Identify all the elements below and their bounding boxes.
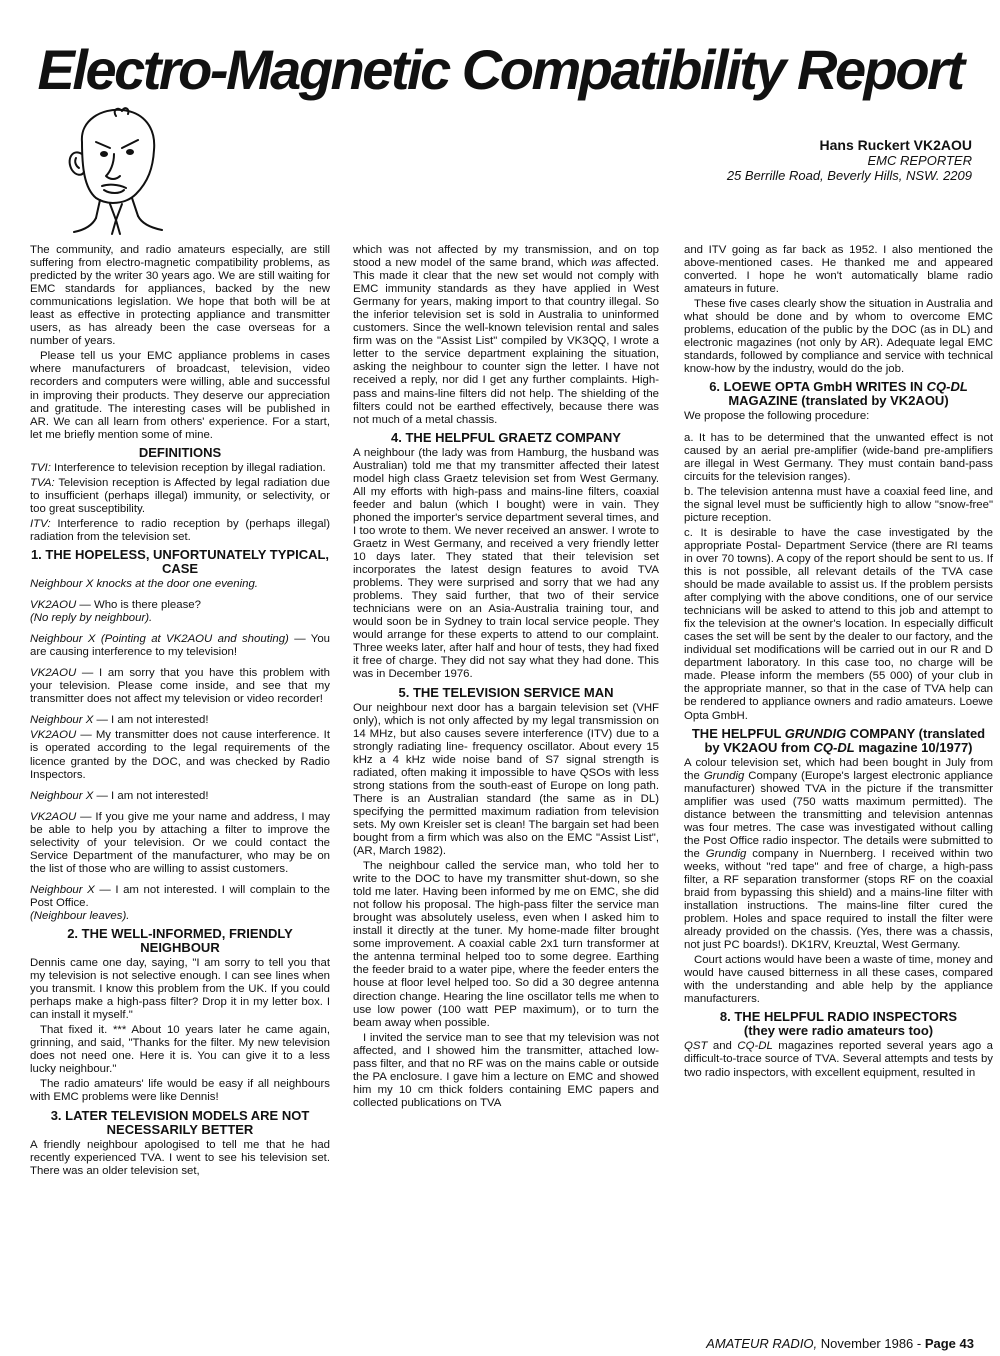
speaker: VK2AOU	[30, 667, 77, 680]
definition-itv	[30, 518, 330, 544]
speech: — I am not interested!	[93, 714, 209, 727]
section-5-paragraph: Our neighbour next door has a bargain television set (VHF only), which is not only affected by my legal transmission on 14 MHz, but also causes severe interference (ITV) due to a strongly radiating line- frequency oscillator. About every 15 kHz a 4 kHz wide noise band of S7 signal strength is radiated, often making it impossible to have QSOs with less strong stations from the south-east of Europe on long path. There is an Australian standard (the same as in DL) specifying the permitted maximum radiation from television sets. My own Kreisler set is clean! The bargain set had been bought from a firm which was also on the EMC "Assist List", (AR, March 1982).	[353, 701, 659, 858]
heading-run-italic: CQ-DL	[926, 379, 968, 395]
section-6-item-a: a. It has to be determined that the unwanted effect is not caused by an aerial pre-amplifier (wide-band pre-amplifiers are illegal in West Germany. They must contain band-pass circuits for the television ranges).	[684, 431, 993, 483]
text-run: A colour television set, which had been bought in July from the	[684, 756, 993, 782]
speaker: Neighbour X	[30, 883, 95, 896]
definition-term: TVA:	[30, 476, 55, 489]
section-5-heading: 5. THE TELEVISION SERVICE MAN	[398, 684, 614, 700]
definition-term: ITV:	[30, 517, 51, 530]
heading-run: (they were radio amateurs too)	[743, 1023, 934, 1039]
text-run: affected. This made it clear that the new set would not comply with EMC immunity standards as they have applied in West Germany for years, making import to that country illegal. So the inferior television set is sold in Australia to uninformed customers. Since the well-known television rental and sales firm was on the "Assist List" compiled by VK3QQ, I wrote a letter to the service department explaining the situation, asking the neighbour to counter sign the letter. I have not received a reply, nor did I get any further complaints. High-pass and mains-line filters did not help. The shielding of the filters could not be earthed effectively, because there was not much of a metal chassis.	[353, 257, 659, 426]
text-run-italic: QST	[684, 1040, 708, 1053]
speaker: Neighbour X	[30, 714, 94, 727]
section-3-heading: 3. LATER TELEVISION MODELS ARE NOT NECESSARILY BETTER	[50, 1107, 310, 1137]
section-2-paragraph: Dennis came one day, saying, "I am sorry to tell you that my television is not selective enough. I can see lines when you transmit. I know this problem from the UK. If you could perhaps make a high-pass filter? Drop it in my letter box. I can install it myself."	[30, 957, 330, 1022]
dialogue-line	[30, 667, 330, 706]
speaker: Neighbour X (Pointing at VK2AOU and shouting)	[30, 633, 289, 646]
author-name: Hans Ruckert VK2AOU	[819, 137, 972, 153]
footer-page-number: Page 43	[924, 1336, 974, 1351]
author-address: 25 Berrille Road, Beverly Hills, NSW. 2209	[726, 168, 972, 183]
section-3-paragraph: A friendly neighbour apologised to tell me that he had recently experienced TVA. I went to see his television set. There was an older television set,	[30, 1138, 330, 1177]
heading-run: magazine 10/1977)	[854, 739, 973, 755]
dialogue-line	[30, 599, 330, 625]
section-2-paragraph: That fixed it. *** About 10 years later he came again, grinning, and said, "Thanks for the filter. My new television does not need one. Here it is. You can give it to a less lucky neighbour."	[30, 1024, 330, 1076]
text-run: which was not affected by my transmission, and on top stood a new model of the same brand, which	[353, 244, 659, 270]
dialogue-line	[30, 811, 330, 876]
definition-tvi	[30, 462, 330, 475]
section-5-paragraph: I invited the service man to see that my television was not affected, and I showed him the transmitter, attached low-pass filter, and that no RF was on the mains cable or outside the PA enclosure. I gave him a lecture on EMC and showed him my 10 cm thick folders containing EMC papers and collected publications on TVA	[353, 1031, 659, 1109]
speech: — If you give me your name and address, I may be able to help you by attaching a filter to improve the selectivity of your television. Or we could contact the Service Department of the manufacturer, who may be on the list of those who are willing to assist customers.	[30, 810, 330, 875]
section-8-paragraph	[684, 1040, 993, 1079]
text-run-italic: Grundig	[703, 769, 745, 782]
stage-note: (No reply by neighbour).	[30, 612, 153, 625]
page-footer	[706, 1336, 974, 1351]
heading-run: MAGAZINE (translated by VK2AOU)	[728, 393, 949, 409]
text-run-italic: was	[591, 257, 612, 270]
text-run: Company (Europe's largest electronic appliance manufacturer) showed TVA in the picture if the transmitter amplifier was used (750 watts maximum permitted). The distance between the transmitting and television antennas was four metres. The case was investigated without calling the Post Office radio inspector. The details were submitted to the	[684, 769, 994, 860]
dialogue-line	[30, 790, 330, 803]
section-2-heading: 2. THE WELL-INFORMED, FRIENDLY NEIGHBOUR	[67, 926, 293, 956]
reporter-caricature-image	[52, 102, 172, 237]
definition-term: TVI:	[30, 461, 51, 474]
heading-run: 8. THE HELPFUL RADIO INSPECTORS	[719, 1009, 958, 1025]
dialogue-line: Neighbour X knocks at the door one evening.	[30, 577, 258, 590]
section-5-paragraph: These five cases clearly show the situation in Australia and what should be done and by whom to overcome EMC problems, education of the public by the DOC (as in DL) and electronic magazines (not only by AR). Adequate legal EMC standards, followed by compliance and service with technical know-how by the industry, would do the job.	[684, 298, 993, 376]
definition-text: Television reception is Affected by legal radiation due to insufficient (perhaps illegal) immunity, or selectivity, or too great susceptibility.	[30, 476, 330, 515]
article-title: Electro-Magnetic Compatibility Report	[37, 38, 963, 101]
section-7-paragraph: Court actions would have been a waste of time, money and would have caused bitterness in all these cases, compared with the understanding and able help by the appliance manufacturers.	[684, 954, 993, 1006]
speaker: Neighbour X	[30, 789, 94, 802]
section-7-paragraph	[684, 757, 993, 953]
definition-text: Interference to radio reception by (perhaps illegal) radiation from the television set.	[30, 517, 330, 543]
intro-paragraph-2: Please tell us your EMC appliance problems in cases where manufacturers of broadcast, television, video recorders and computers were willing, able and successful in improving their products. They deserve our appreciation and gratitude. The interesting cases will be published in AR. We can all learn from others' experience. For a start, let me briefly mention some of mine.	[30, 350, 330, 441]
section-6-paragraph: We propose the following procedure:	[684, 410, 870, 423]
speaker: VK2AOU	[30, 599, 77, 612]
text-run-italic: Grundig	[705, 847, 747, 860]
section-6-heading	[684, 380, 993, 408]
section-1-heading: 1. THE HOPELESS, UNFORTUNATELY TYPICAL, CASE	[30, 546, 330, 576]
speaker: VK2AOU	[30, 810, 77, 823]
intro-paragraph-1: The community, and radio amateurs especially, are still suffering from electro-magnetic compatibility problems, as predicted by the writer 30 years ago. We are still waiting for EMC standards for appliances, backed by the new communications legislation. We hope that both will be at least as effective in protecting appliance and transmitter users, as has already been the case overseas for a number of years.	[30, 244, 330, 348]
speech: — I am not interested!	[93, 789, 209, 802]
text-run-italic: CQ-DL	[737, 1040, 773, 1053]
byline	[727, 138, 972, 183]
text-run: and	[707, 1040, 738, 1053]
section-4-paragraph: A neighbour (the lady was from Hamburg, the husband was Australian) told me that my transmitter affected their latest model high class Graetz television set from West Germany. All my efforts with high-pass and mains-line filters, coaxial feeder and balun (which I bought) were in vain. They phoned the importer's service department several times, and I too wrote to them. We never received an answer. I wrote to Graetz in West Germany, and received a very friendly letter 10 days later. They stated that their television set incorporates the latest design features to avoid TVA problems. They were surprised and sorry that we had any problems. They said further, that two of their service technicians were on an Asia-Australia training tour, and would soon be in Sydney to train local service people. They would arrange for these experts to attend to our complaint. Three weeks later, after half and hour of tests, they had fixed it free of charge. They did not say what they had done. This was in December 1976.	[353, 446, 659, 681]
definition-text: Interference to television reception by illegal radiation.	[50, 461, 326, 474]
speech: — My transmitter does not cause interference. It is operated according to the legal requirements of the licence granted by the DOC, and was checked by Radio Inspectors.	[30, 729, 330, 781]
column-1	[30, 244, 330, 1180]
footer-date: November 1986 -	[817, 1336, 925, 1351]
heading-run-italic: GRUNDIG	[784, 725, 847, 741]
section-5-paragraph: and ITV going as far back as 1952. I also mentioned the above-mentioned cases. He thanked me and appeared converted. I hope he won't automatically blame radio amateurs in future.	[684, 244, 993, 296]
heading-run: COMPANY (translated by VK2AOU from	[704, 725, 986, 755]
dialogue-line	[30, 729, 330, 781]
section-7-heading	[684, 727, 993, 755]
speech: — I am sorry that you have this problem with your television. Please come inside, and see that my transmitter does not affect my television or video recorder!	[30, 667, 330, 706]
section-6-item-c: c. It is desirable to have the case investigated by the appropriate Postal- Department Service (there are RI teams in over 70 towns). A copy of the report should be sent to us. If this is not possible, all relevant details of the TVA case should be made available to assist us. If the problem persists after complying with the above conditions, one of our service technicians will be asked to attend to this job and attempt to fix the television at the owner's location. In especially difficult cases the set will be sent by the dealer to our factory, and the individual set modifications will be carried out in our R and D department laboratory. In this case too, no charge will be made. Please inform the members (55 000) of your club in the appropriate manner, so that in the case of TVA help can be rendered to appliance owners and radio amateurs. Loewe Opta GmbH.	[684, 526, 993, 722]
heading-run: 6. LOEWE OPTA GmbH WRITES IN	[709, 379, 927, 395]
dialogue-line	[30, 714, 330, 727]
heading-run-italic: CQ-DL	[813, 739, 855, 755]
speech: — Who is there please?	[76, 599, 201, 612]
column-3	[684, 244, 993, 1082]
definitions-heading: DEFINITIONS	[138, 444, 222, 460]
footer-magazine: AMATEUR RADIO,	[706, 1336, 818, 1351]
dialogue-line	[30, 633, 330, 659]
speaker: VK2AOU	[30, 729, 77, 742]
stage-note: (Neighbour leaves).	[30, 909, 130, 922]
section-5-paragraph: The neighbour called the service man, who told her to write to the DOC to have my transmitter shut-down, so she told me later. Having been informed by me on EMC, she did not follow his proposal. The high-pass filter the service man brought was absolutely useless, even when I asked him to install it directly at the tuner. My home-made filter brought some improvement. A coaxial cable 2x1 turn transformer at the antenna terminal helped too to some degree. Earthing the feeder braid to a water pipe, where the feeder enters the house at floor level helped too. So did a 30 degree antenna direction change. Hearing the line oscillator tells me when to use low power (100 watt PEP maximum), or to turn the beam away when possible.	[353, 860, 659, 1029]
speech: — You are causing interference to my television!	[30, 633, 330, 659]
text-run: company in Nuernberg. I received within two weeks, without "red tape" and free of charge, a high-pass filter, a RF separation transformer (stops RF on the coaxial braid from bypassing this shield) and a mains-line filter with installation instructions. The mains-line filter cured the problem. Holes and space required to install the filter were already provided on the chassis. (Yes, there was a chassis, not just PC boards!). DK1RV, Kreuztal, West Germany.	[684, 847, 994, 952]
section-4-heading: 4. THE HELPFUL GRAETZ COMPANY	[391, 429, 621, 445]
speech: — I am not interested. I will complain to the Post Office.	[30, 883, 331, 909]
section-8-heading	[684, 1010, 993, 1038]
section-2-paragraph: The radio amateurs' life would be easy if all neighbours with EMC problems were like Dennis!	[30, 1078, 330, 1104]
definition-tva	[30, 477, 330, 516]
section-6-item-b: b. The television antenna must have a coaxial feed line, and the signal level must be sufficiently high to allow "snow-free" picture reception.	[684, 485, 993, 524]
section-3-paragraph	[353, 244, 659, 427]
heading-run: THE HELPFUL	[691, 725, 785, 741]
text-run: magazines reported several years ago a difficult-to-trace source of TVA. Several attempts and tests by two radio inspectors, with excellent equipment, resulted in	[684, 1040, 993, 1079]
column-2	[353, 244, 659, 1112]
dialogue-line	[30, 884, 330, 923]
author-role: EMC REPORTER	[867, 153, 972, 168]
